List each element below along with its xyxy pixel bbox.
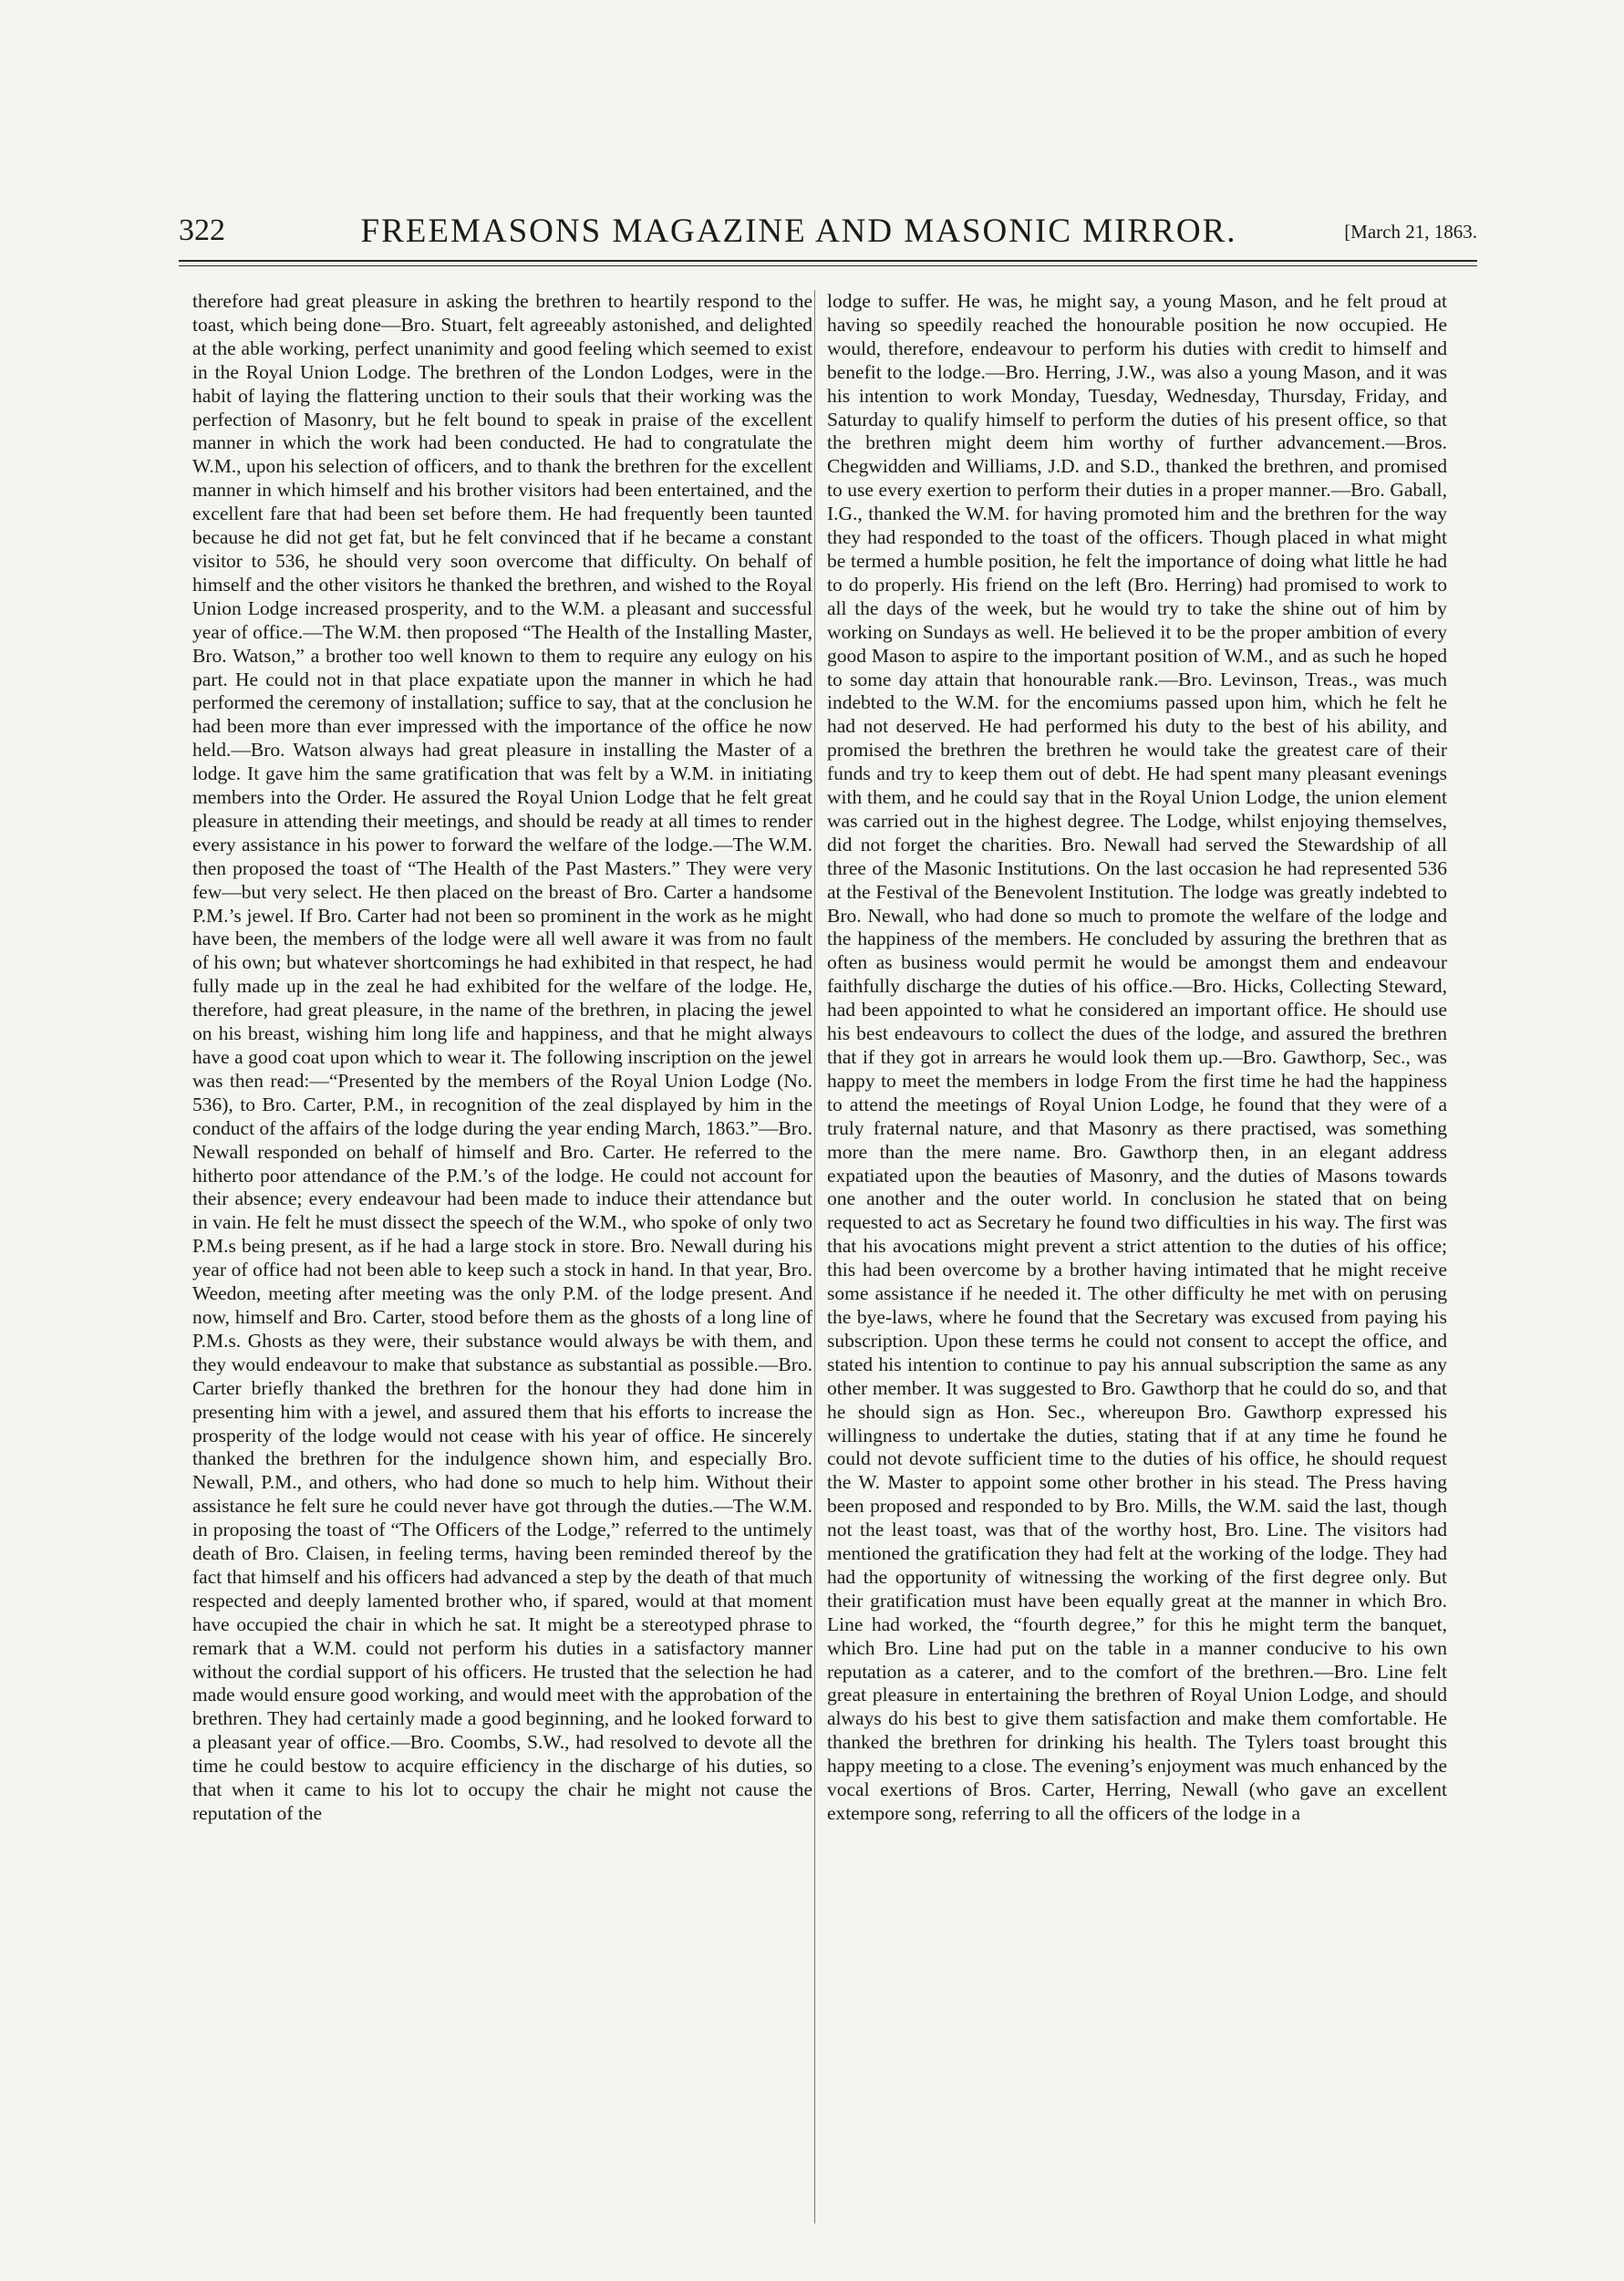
left-column: [192, 290, 812, 2224]
page-number: 322: [179, 213, 225, 247]
column-divider: [814, 290, 815, 2224]
right-column: [827, 290, 1447, 2224]
page-header: [179, 212, 1477, 257]
masthead-title: FREEMASONS MAGAZINE AND MASONIC MIRROR.: [360, 213, 1237, 250]
header-rule: [179, 260, 1477, 262]
issue-date: [March 21, 1863.: [1344, 221, 1477, 243]
right-column-text: lodge to suffer. He was, he might say, a young Mason, and he felt proud at having so speedily reached the honourable position he now occupied. He would, therefore, endeavour to perform his duties with credit to himself and benefit to the lodge.—Bro. Herring, J.W., was also a young Mason, and it was his intention to work Monday, Tuesday, Wednesday, Thursday, Friday, and Saturday to qualify himself to perform the duties of his present office, so that the brethren might deem him worthy of further advancement.—Bros. Chegwidden and Williams, J.D. and S.D., thanked the brethren, and promised to use every exertion to perform their duties in a proper manner.—Bro. Gaball, I.G., thanked the W.M. for having promoted him and the brethren for the way they had responded to the toast of the officers. Though placed in what might be termed a humble position, he felt the importance of doing what little he had to do properly. His friend on the left (Bro. Herring) had promised to work to all the days of the week, but he would try to take the shine out of him by working on Sundays as well. He believed it to be the proper ambition of every good Mason to aspire to the important position of W.M., and as such he hoped to some day attain that honourable rank.—Bro. Levinson, Treas., was much indebted to the W.M. for the encomiums passed upon him, which he felt he had not deserved. He had performed his duty to the best of his ability, and promised the brethren the brethren he would take the greatest care of their funds and try to keep them out of debt. He had spent many pleasant evenings with them, and he could say that in the Royal Union Lodge, the union element was carried out in the highest degree. The Lodge, whilst enjoying themselves, did not forget the charities. Bro. Newall had served the Stewardship of all three of the Masonic Institutions. On the last occasion he had represented 536 at the Festival of the Benevolent Institution. The lodge was greatly indebted to Bro. Newall, who had done so much to promote the welfare of the lodge and the happiness of the members. He concluded by assuring the brethren that as often as business would permit he would be amongst them and endeavour faithfully discharge the duties of his office.—Bro. Hicks, Collecting Steward, had been appointed to what he considered an important office. He should use his best endeavours to collect the dues of the lodge, and assured the brethren that if they got in arrears he would look them up.—Bro. Gawthorp, Sec., was happy to meet the members in lodge From the first time he had the happiness to attend the meetings of Royal Union Lodge, he found that they were of a truly fraternal nature, and that Masonry as there practised, was something more than the mere name. Bro. Gawthorp then, in an elegant address expatiated upon the beauties of Masonry, and the duties of Masons towards one another and the outer world. In conclusion he stated that on being requested to act as Secretary he found two difficulties in his way. The first was that his avocations might prevent a strict attention to the duties of his office; this had been overcome by a brother having intimated that he might receive some assistance if he needed it. The other difficulty he met with on perusing the bye-laws, where he found that the Secretary was excused from paying his subscription. Upon these terms he could not consent to accept the office, and stated his intention to continue to pay his annual subscription the same as any other member. It was suggested to Bro. Gawthorp that he could do so, and that he should sign as Hon. Sec., whereupon Bro. Gawthorp expressed his willingness to undertake the duties, stating that if at any time he found he could not devote sufficient time to the duties of his office, he should request the W. Master to appoint some other brother in his stead. The Press having been proposed and responded to by Bro. Mills, the W.M. said the last, though not the least toast, was that of the worthy host, Bro. Line. The visitors had mentioned the gratification they had felt at the working of the lodge. They had had the opportunity of witnessing the working of the first degree only. But their gratification must have been equally great at the manner in which Bro. Line had worked, the “fourth degree,” for this he might term the banquet, which Bro. Line had put on the table in a manner conducive to his own reputation as a caterer, and to the comfort of the brethren.—Bro. Line felt great pleasure in entertaining the brethren of Royal Union Lodge, and should always do his best to give them satisfaction and make them comfortable. He thanked the brethren for drinking his health. The Tylers toast brought this happy meeting to a close. The evening’s enjoyment was much enhanced by the vocal exertions of Bros. Carter, Herring, Newall (who gave an excellent extempore song, referring to all the officers of the lodge in a: [827, 290, 1447, 1824]
header-rule-thin: [179, 265, 1477, 266]
left-column-text: therefore had great pleasure in asking the brethren to heartily respond to the toast, which being done—Bro. Stuart, felt agreeably astonished, and delighted at the able working, perfect unanimity and good feeling which seemed to exist in the Royal Union Lodge. The brethren of the London Lodges, were in the habit of laying the flattering unction to their souls that their working was the perfection of Masonry, but he felt bound to speak in praise of the excellent manner in which the work had been conducted. He had to congratulate the W.M., upon his selection of officers, and to thank the brethren for the excellent manner in which himself and his brother visitors had been entertained, and the excellent fare that had been set before them. He had frequently been taunted because he did not get fat, but he felt convinced that if he became a constant visitor to 536, he should very soon overcome that difficulty. On behalf of himself and the other visitors he thanked the brethren, and wished to the Royal Union Lodge increased prosperity, and to the W.M. a pleasant and successful year of office.—The W.M. then proposed “The Health of the Installing Master, Bro. Watson,” a brother too well known to them to require any eulogy on his part. He could not in that place expatiate upon the manner in which he had performed the ceremony of installation; suffice to say, that at the conclusion he had been more than ever impressed with the importance of the office he now held.—Bro. Watson always had great pleasure in installing the Master of a lodge. It gave him the same gratification that was felt by a W.M. in initiating members into the Order. He assured the Royal Union Lodge that he felt great pleasure in attending their meetings, and should be ready at all times to render every assistance in his power to forward the welfare of the lodge.—The W.M. then proposed the toast of “The Health of the Past Masters.” They were very few—but very select. He then placed on the breast of Bro. Carter a handsome P.M.’s jewel. If Bro. Carter had not been so prominent in the work as he might have been, the members of the lodge were all well aware it was from no fault of his own; but whatever shortcomings he had exhibited in that respect, he had fully made up in the zeal he had exhibited for the welfare of the lodge. He, therefore, had great pleasure, in the name of the brethren, in placing the jewel on his breast, wishing him long life and happiness, and that he might always have a good coat upon which to wear it. The following inscription on the jewel was then read:—“Presented by the members of the Royal Union Lodge (No. 536), to Bro. Carter, P.M., in recognition of the zeal displayed by him in the conduct of the affairs of the lodge during the year ending March, 1863.”—Bro. Newall responded on behalf of himself and Bro. Carter. He referred to the hitherto poor attendance of the P.M.’s of the lodge. He could not account for their absence; every endeavour had been made to induce their attendance but in vain. He felt he must dissect the speech of the W.M., who spoke of only two P.M.s being present, as if he had a large stock in store. Bro. Newall during his year of office had not been able to keep such a stock in hand. In that year, Bro. Weedon, meeting after meeting was the only P.M. of the lodge present. And now, himself and Bro. Carter, stood before them as the ghosts of a long line of P.M.s. Ghosts as they were, their substance would always be with them, and they would endeavour to make that substance as substantial as possible.—Bro. Carter briefly thanked the brethren for the honour they had done him in presenting him with a jewel, and assured them that his efforts to increase the prosperity of the lodge would not cease with his year of office. He sincerely thanked the brethren for the indulgence shown him, and especially Bro. Newall, P.M., and others, who had done so much to help him. Without their assistance he felt sure he could never have got through the duties.—The W.M. in proposing the toast of “The Officers of the Lodge,” referred to the untimely death of Bro. Claisen, in feeling terms, having been reminded thereof by the fact that himself and his officers had advanced a step by the death of that much respected and deeply lamented brother who, if spared, would at that moment have occupied the chair in which he sat. It might be a stereotyped phrase to remark that a W.M. could not perform his duties in a satisfactory manner without the cordial support of his officers. He trusted that the selection he had made would ensure good working, and would meet with the approbation of the brethren. They had certainly made a good beginning, and he looked forward to a pleasant year of office.—Bro. Coombs, S.W., had resolved to devote all the time he could bestow to acquire efficiency in the discharge of his duties, so that when it came to his lot to occupy the chair he might not cause the reputation of the: [192, 290, 812, 1824]
